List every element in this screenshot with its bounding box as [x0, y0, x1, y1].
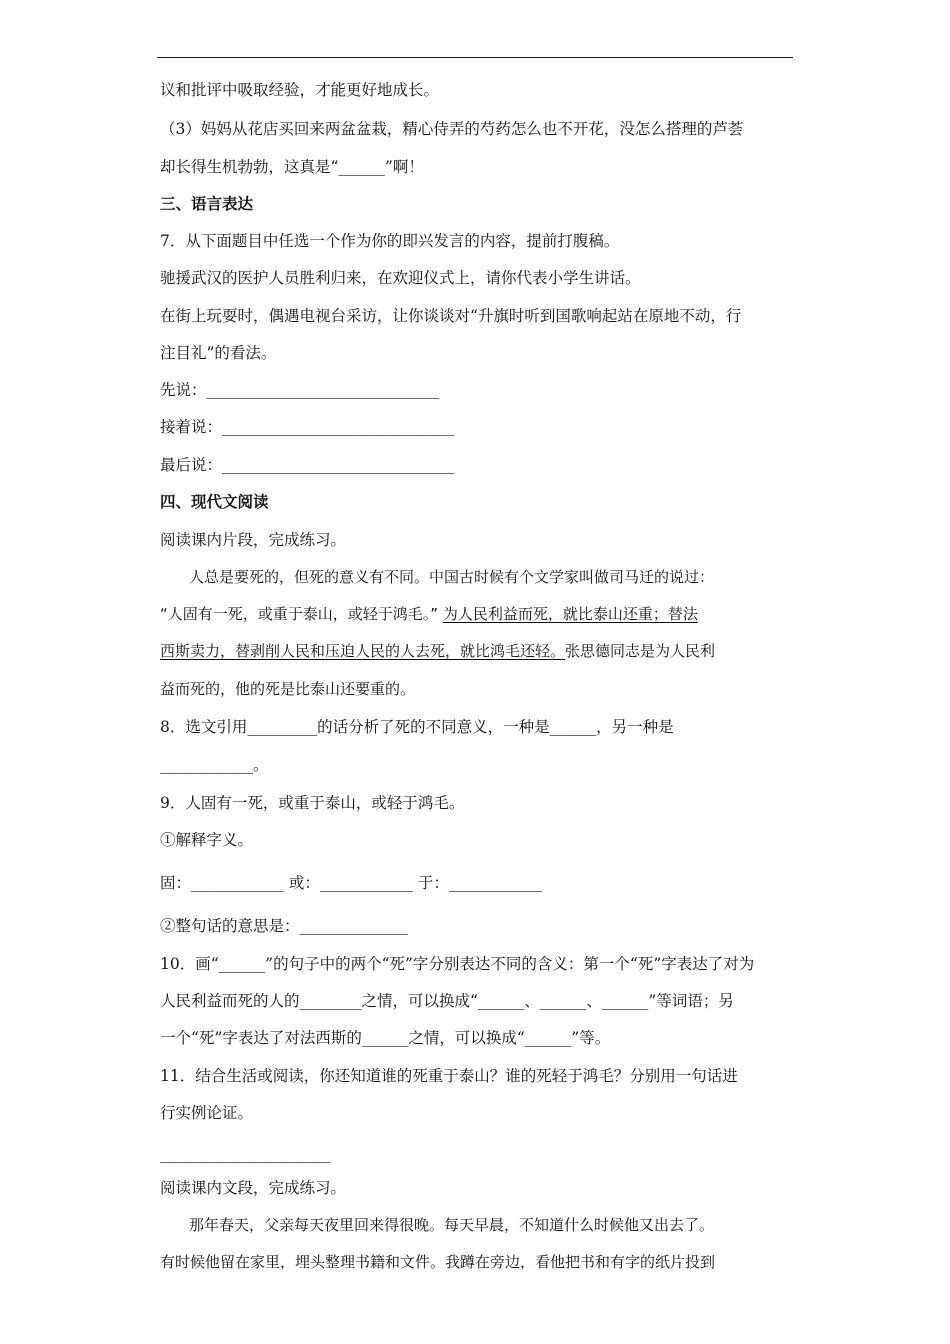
passage-line-4: 益而死的，他的死是比泰山还要重的。: [160, 680, 416, 698]
underlined-sentence-part-1: 为人民利益而死，就比泰山还重；替法: [442, 605, 698, 623]
question-9-word-blanks: 固：____________ 或：____________ 于：____________: [160, 874, 542, 892]
question-8-line-1: 8．选文引用_________的话分析了死的不同意义，一种是______，另一种是: [160, 718, 674, 736]
question-10-line-2: 人民利益而死的人的________之情，可以换成“______、______、______”等词语；另: [160, 992, 734, 1010]
question-6-3-line-1: （3）妈妈从花店买回来两盆盆栽，精心侍弄的芍药怎么也不开花，没怎么搭理的芦荟: [160, 120, 744, 138]
topic-option-2-line-1: 在街上玩耍时，偶遇电视台采访，让你谈谈对“升旗时听到国歌响起站在原地不动，行: [160, 307, 742, 325]
section-heading-language-expression: 三、语言表达: [160, 194, 254, 213]
question-9-part-1: ①解释字义。: [160, 831, 254, 849]
question-10-line-3: 一个“死”字表达了对法西斯的______之情，可以换成“______”等。: [160, 1029, 611, 1047]
question-6-3-line-2: 却长得生机勃勃，这真是“______”啊！: [160, 158, 424, 176]
question-11-line-2: 行实例论证。: [160, 1104, 254, 1122]
reading-instruction-2: 阅读课内文段，完成练习。: [160, 1179, 347, 1197]
passage-text: 张思德同志是为人民利: [565, 642, 716, 660]
section-heading-modern-reading: 四、现代文阅读: [160, 492, 269, 511]
question-7: 7．从下面题目中任选一个作为你的即兴发言的内容，提前打腹稿。: [160, 232, 620, 250]
text-line: 议和批评中吸取经验，才能更好地成长。: [160, 81, 440, 99]
topic-option-2-line-2: 注目礼”的看法。: [160, 344, 277, 362]
header-rule: [157, 57, 793, 58]
question-9: 9．人固有一死，或重于泰山，或轻于鸿毛。: [160, 794, 465, 812]
question-8-line-2: ____________。: [160, 756, 269, 774]
passage-2-line-1: 那年春天，父亲每天夜里回来得很晚。每天早晨，不知道什么时候他又出去了。: [189, 1216, 715, 1234]
passage-quote: “人固有一死，或重于泰山，或轻于鸿毛。”: [160, 605, 439, 623]
answer-first: 先说：______________________________: [160, 381, 440, 399]
question-10-line-1: 10．画“______”的句子中的两个“死”字分别表达不同的含义：第一个“死”字表达了对为: [160, 955, 755, 973]
question-11-line-1: 11．结合生活或阅读，你还知道谁的死重于泰山？谁的死轻于鸿毛？分别用一句话进: [160, 1067, 738, 1085]
reading-instruction: 阅读课内片段，完成练习。: [160, 531, 347, 549]
topic-option-1: 驰援武汉的医护人员胜利归来，在欢迎仪式上，请你代表小学生讲话。: [160, 269, 641, 287]
underlined-sentence-part-2: 西斯卖力，替剥削人民和压迫人民的人去死，就比鸿毛还轻。: [160, 642, 566, 660]
question-9-part-2: ②整句话的意思是：______________: [160, 917, 409, 935]
passage-2-line-2: 有时候他留在家里，埋头整理书籍和文件。我蹲在旁边，看他把书和有字的纸片投到: [160, 1253, 716, 1271]
answer-last: 最后说：______________________________: [160, 456, 455, 474]
passage-line-1: 人总是要死的，但死的意义有不同。中国古时候有个文学家叫做司马迁的说过：: [189, 568, 715, 586]
passage-line-2: [160, 604, 698, 624]
passage-line-3: [160, 641, 715, 661]
answer-next: 接着说：______________________________: [160, 418, 455, 436]
answer-blank: ______________________: [160, 1145, 331, 1163]
